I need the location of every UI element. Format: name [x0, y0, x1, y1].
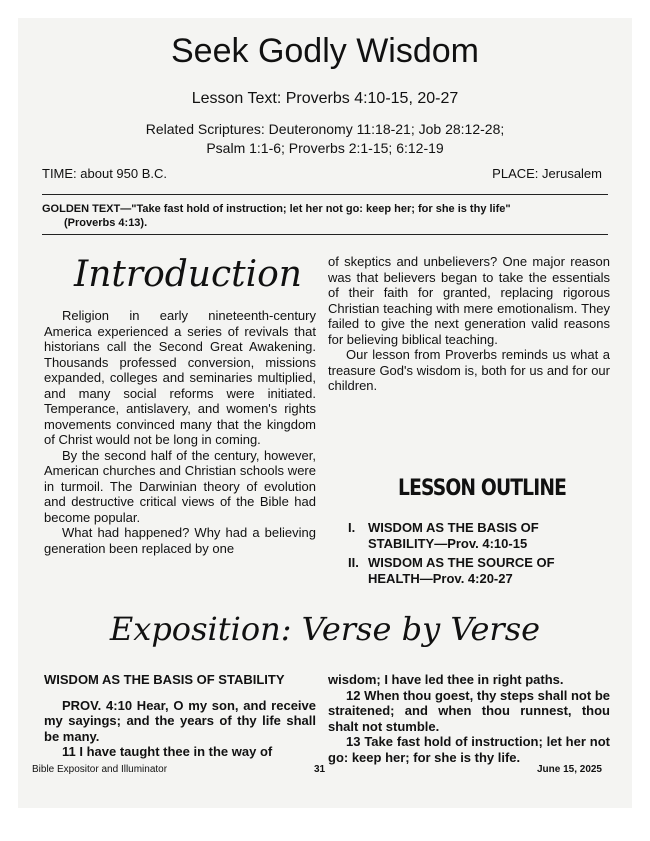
- introduction-right-column: [328, 254, 610, 394]
- intro-paragraph: Religion in early nineteenth-century America experienced a series of revivals that historians call the Second Great Awakening. Thousands professed conversion, missions expanded, colleges and seminaries multiplied, and many social reforms were initiated. Temperance, antislavery, and women's rights movements convinced many that the kingdom of Christ would not be long in coming.: [44, 308, 316, 447]
- verse-paragraph: 12 When thou goest, thy steps shall not be straitened; and when thou runnest, thou shalt not stumble.: [328, 687, 610, 734]
- lesson-text: Lesson Text: Proverbs 4:10-15, 20-27: [191, 90, 459, 107]
- footer-publication: Bible Expositor and Illuminator: [32, 764, 168, 775]
- time-label: TIME: about 950 B.C.: [42, 166, 168, 181]
- intro-paragraph: of skeptics and unbelievers? One major reason was that believers began to take the essentials of their faith for granted, replacing rigorous Christian teaching with mere emotionalism. They failed to give the next generation valid reasons for believing biblical teaching.: [328, 254, 610, 347]
- place-label: PLACE: Jerusalem: [492, 166, 602, 181]
- outline-number: I.: [348, 520, 356, 535]
- golden-text: [42, 202, 608, 230]
- outline-line: WISDOM AS THE BASIS OF: [368, 520, 539, 535]
- intro-paragraph: By the second half of the century, however, American churches and Christian schools were in turmoil. The Darwinian theory of evolution and destructive critical views of the Bible had become popular.: [44, 447, 316, 525]
- related-line-2: Psalm 1:1-6; Proverbs 2:1-15; 6:12-19: [206, 140, 444, 156]
- golden-text-line-1: GOLDEN TEXT—"Take fast hold of instruction; let her not go: keep her; for she is thy life": [42, 203, 511, 215]
- verse-paragraph: 13 Take fast hold of instruction; let her not go: keep her; for she is thy life.: [328, 734, 610, 765]
- lesson-outline-heading: LESSON OUTLINE: [398, 476, 567, 501]
- lesson-outline: [348, 520, 610, 590]
- divider-bottom: [42, 234, 608, 235]
- document-page: [18, 18, 632, 808]
- exposition-heading: Exposition: Verse by Verse: [109, 610, 541, 648]
- exposition-left-column: [44, 672, 316, 760]
- verse-paragraph: wisdom; I have led thee in right paths.: [328, 672, 564, 687]
- related-scriptures: [18, 120, 632, 158]
- intro-paragraph: Our lesson from Proverbs reminds us what a treasure God's wisdom is, both for us and for our children.: [328, 347, 610, 393]
- divider-top: [42, 194, 608, 195]
- introduction-left-column: [44, 308, 316, 556]
- outline-line: WISDOM AS THE SOURCE OF: [368, 555, 555, 570]
- outline-item: [348, 555, 610, 586]
- verse-paragraph: 11 I have taught thee in the way of: [62, 744, 273, 759]
- introduction-heading: Introduction: [74, 254, 302, 295]
- intro-paragraph: What had happened? Why had a believing generation been replaced by one: [44, 525, 316, 556]
- outline-line: STABILITY—Prov. 4:10-15: [368, 535, 528, 551]
- outline-line: HEALTH—Prov. 4:20-27: [368, 570, 513, 586]
- outline-item: [348, 520, 610, 551]
- related-line-1: Related Scriptures: Deuteronomy 11:18-21; Job 28:12-28;: [145, 121, 505, 137]
- footer-page-number: 31: [314, 764, 326, 775]
- page-title: Seek Godly Wisdom: [171, 32, 479, 70]
- outline-number: II.: [348, 555, 359, 570]
- footer-date: June 15, 2025: [536, 764, 602, 775]
- section-heading: WISDOM AS THE BASIS OF STABILITY: [44, 672, 285, 687]
- golden-text-line-2: (Proverbs 4:13).: [64, 217, 148, 229]
- exposition-right-column: [328, 672, 610, 765]
- verse-paragraph: PROV. 4:10 Hear, O my son, and receive my sayings; and the years of thy life shall be many.: [44, 697, 316, 744]
